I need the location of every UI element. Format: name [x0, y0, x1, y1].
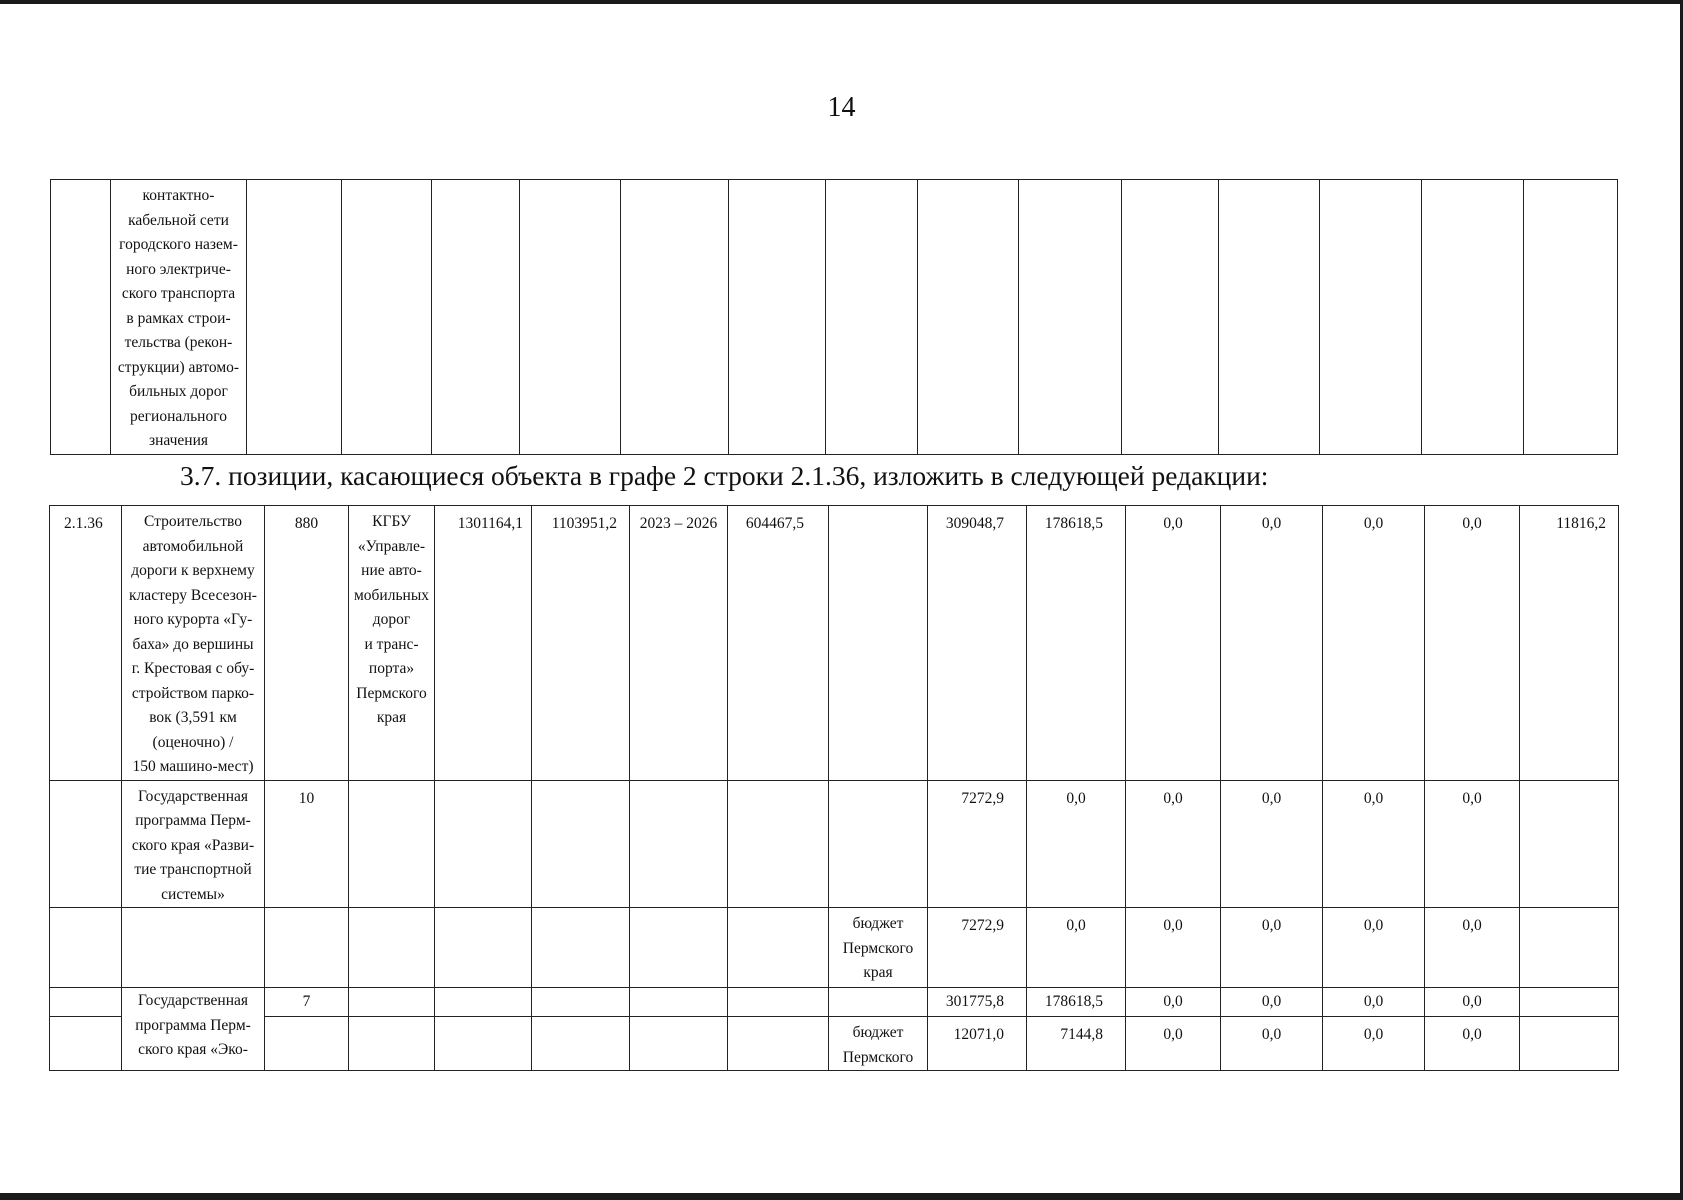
value-cell: 0,0	[1323, 1017, 1425, 1071]
estimated-cost: 1301164,1	[435, 506, 532, 781]
table-row	[50, 506, 1619, 781]
program-code: 7	[265, 988, 349, 1017]
funding-source: бюджет Пермского	[829, 1017, 928, 1071]
construction-period	[630, 988, 728, 1017]
construction-period	[630, 908, 728, 988]
funding-source	[829, 506, 928, 781]
value-cell: 0,0	[1126, 506, 1221, 781]
object-name: Строительство автомобильной дороги к верхнему кластеру Всесезон- ного курорта «Гу- баха» до вершины г. Крестовая с обу- стройством парко- вок (3,591 км (оценочно) / 150 машино-мест)	[122, 506, 265, 781]
value-cell	[1520, 780, 1619, 908]
value-cell: 0,0	[1027, 908, 1126, 988]
construction-period	[630, 780, 728, 908]
estimated-cost	[435, 988, 532, 1017]
program-code: 880	[265, 506, 349, 781]
value-cell: 7272,9	[928, 908, 1027, 988]
remaining-cost	[532, 780, 630, 908]
value-cell: 0,0	[1323, 988, 1425, 1017]
empty-cell	[1122, 180, 1219, 455]
empty-cell	[342, 180, 432, 455]
program-name: Государственная программа Перм- ского края «Разви- тие транспортной системы»	[122, 780, 265, 908]
program-code	[265, 1017, 349, 1071]
value-cell	[1520, 988, 1619, 1017]
value-cell: 12071,0	[928, 1017, 1027, 1071]
row-number	[50, 1017, 122, 1071]
construction-period	[630, 1017, 728, 1071]
value-cell: 0,0	[1323, 908, 1425, 988]
scan-edge-top	[0, 0, 1683, 4]
value-cell: 0,0	[1027, 780, 1126, 908]
object-table	[49, 505, 1619, 1071]
responsible-org	[349, 988, 435, 1017]
value-cell: 0,0	[1221, 506, 1323, 781]
value-cell: 0,0	[1425, 988, 1520, 1017]
remaining-cost: 1103951,2	[532, 506, 630, 781]
value-cell: 0,0	[1425, 908, 1520, 988]
empty-cell	[729, 180, 826, 455]
empty-cell	[432, 180, 520, 455]
value-cell: 0,0	[1221, 988, 1323, 1017]
remaining-cost	[532, 1017, 630, 1071]
program-code: 10	[265, 780, 349, 908]
empty-cell	[520, 180, 621, 455]
value-cell: 178618,5	[1027, 506, 1126, 781]
object-description: контактно- кабельной сети городского назем- ного электриче- ского транспорта в рамках строи- тельства (рекон- струкции) автомо- бильных дорог регионального значения	[111, 180, 247, 455]
value-cell: 7144,8	[1027, 1017, 1126, 1071]
value-cell: 0,0	[1425, 780, 1520, 908]
continuation-row	[51, 180, 1618, 455]
remaining-cost	[532, 988, 630, 1017]
value-cell: 0,0	[1221, 780, 1323, 908]
value-cell	[1520, 908, 1619, 988]
responsible-org	[349, 1017, 435, 1071]
program-name	[122, 908, 265, 988]
estimated-cost	[435, 780, 532, 908]
value-cell: 0,0	[1126, 780, 1221, 908]
value-cell: 301775,8	[928, 988, 1027, 1017]
value-cell: 0,0	[1126, 908, 1221, 988]
empty-cell	[1320, 180, 1422, 455]
value-cell: 309048,7	[928, 506, 1027, 781]
value-cell: 0,0	[1425, 506, 1520, 781]
value-cell	[728, 780, 829, 908]
empty-cell	[1524, 180, 1618, 455]
empty-cell	[1422, 180, 1524, 455]
table-row	[50, 1017, 1619, 1071]
value-cell: 7272,9	[928, 780, 1027, 908]
value-cell	[728, 1017, 829, 1071]
row-number	[50, 988, 122, 1017]
value-cell: 0,0	[1221, 908, 1323, 988]
empty-cell	[247, 180, 342, 455]
empty-cell	[621, 180, 729, 455]
empty-cell	[1019, 180, 1122, 455]
scan-edge-bottom	[0, 1193, 1683, 1200]
estimated-cost	[435, 908, 532, 988]
remaining-cost	[532, 908, 630, 988]
value-cell: 0,0	[1323, 780, 1425, 908]
value-cell: 178618,5	[1027, 988, 1126, 1017]
row-number: 2.1.36	[50, 506, 122, 781]
funding-source	[829, 780, 928, 908]
row-number-cell	[51, 180, 111, 455]
continuation-table	[50, 179, 1618, 455]
funding-source	[829, 988, 928, 1017]
value-cell: 0,0	[1323, 506, 1425, 781]
section-heading: 3.7. позиции, касающиеся объекта в графе 2 строки 2.1.36, изложить в следующей редакции:	[180, 460, 1269, 491]
value-cell	[728, 988, 829, 1017]
row-number	[50, 780, 122, 908]
row-number	[50, 908, 122, 988]
value-cell: 11816,2	[1520, 506, 1619, 781]
empty-cell	[918, 180, 1019, 455]
responsible-org	[349, 780, 435, 908]
value-cell: 0,0	[1126, 988, 1221, 1017]
empty-cell	[826, 180, 918, 455]
program-name: Государственная программа Перм- ского края «Эко-	[122, 988, 265, 1071]
value-cell: 0,0	[1221, 1017, 1323, 1071]
program-code	[265, 908, 349, 988]
value-cell: 604467,5	[728, 506, 829, 781]
value-cell	[1520, 1017, 1619, 1071]
table-row	[50, 780, 1619, 908]
responsible-org: КГБУ «Управле- ние авто- мобильных дорог и транс- порта» Пермского края	[349, 506, 435, 781]
value-cell: 0,0	[1126, 1017, 1221, 1071]
funding-source: бюджет Пермского края	[829, 908, 928, 988]
estimated-cost	[435, 1017, 532, 1071]
responsible-org	[349, 908, 435, 988]
value-cell	[728, 908, 829, 988]
empty-cell	[1219, 180, 1320, 455]
construction-period: 2023 – 2026	[630, 506, 728, 781]
page-number: 14	[827, 92, 856, 123]
value-cell: 0,0	[1425, 1017, 1520, 1071]
table-row	[50, 908, 1619, 988]
table-row	[50, 988, 1619, 1017]
